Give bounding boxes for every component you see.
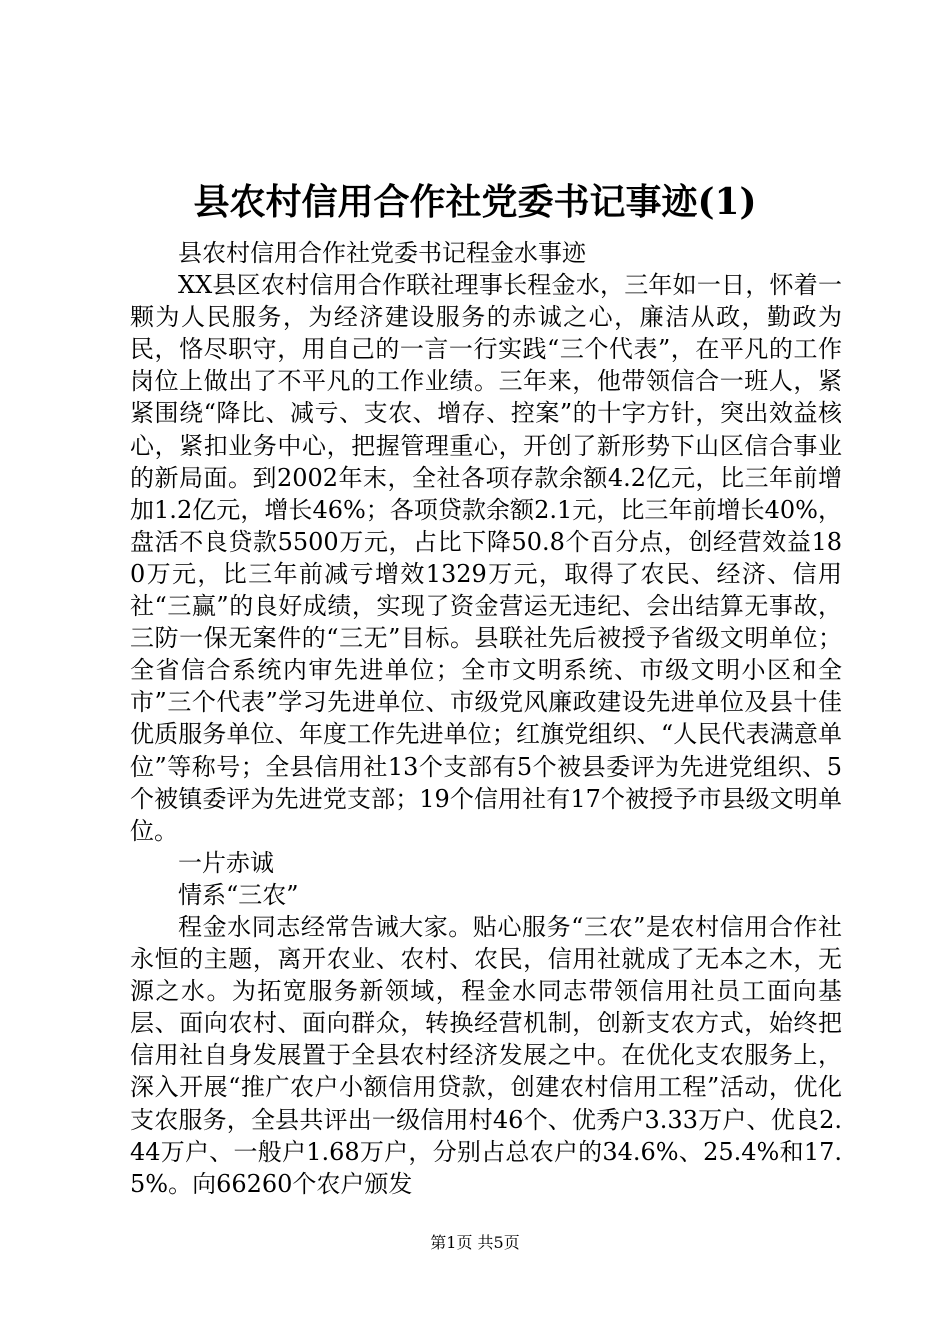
subtitle-paragraph: 县农村信用合作社党委书记程金水事迹 — [178, 239, 586, 267]
body-paragraph: 程金水同志经常告诫大家。贴心服务“三农”是农村信用合作社永恒的主题，离开农业、农村、农民，信用社就成了无本之木，无源之水。为拓宽服务新领域，程金水同志带领信用社员工面向基层、面向农村、面向群众，转换经营机制，创新支农方式，始终把信用社自身发展置于全县农村经济发展之中。在优化支农服务上，深入开展“推广农户小额信用贷款，创建农村信用工程”活动，优化支农服务，全县共评出一级信用村46个、优秀户3.33万户、优良2.44万户、一般户1.68万户，分别占总农户的34.6%、25.4%和17.5%。向66260个农户颁发 — [130, 912, 842, 1198]
section-heading: 一片赤诚 — [178, 848, 274, 877]
document-body — [130, 237, 842, 1200]
body-paragraph: XX县区农村信用合作联社理事长程金水，三年如一日，怀着一颗为人民服务，为经济建设服务的赤诚之心，廉洁从政，勤政为民，恪尽职守，用自己的一言一行实践“三个代表”，在平凡的工作岗位上做出了不平凡的工作业绩。三年来，他带领信合一班人，紧紧围绕“降比、减亏、支农、增存、控案”的十字方针，突出效益核心，紧扣业务中心，把握管理重心，开创了新形势下山区信合事业的新局面。到2002年末，全社各项存款余额4.2亿元，比三年前增加1.2亿元，增长46%；各项贷款余额2.1元，比三年前增长40%，盘活不良贷款5500万元，占比下降50.8个百分点，创经营效益180万元，比三年前减亏增效1329万元，取得了农民、经济、信用社“三赢”的良好成绩，实现了资金营运无违纪、会出结算无事故，三防一保无案件的“三无”目标。县联社先后被授予省级文明单位；全省信合系统内审先进单位；全市文明系统、市级文明小区和全市”三个代表”学习先进单位、市级党风廉政建设先进单位及县十佳优质服务单位、年度工作先进单位；红旗党组织、“人民代表满意单位”等称号；全县信用社13个支部有5个被县委评为先进党组织、5个被镇委评为先进党支部；19个信用社有17个被授予市县级文明单位。 — [130, 271, 842, 845]
section-heading: 情系“三农” — [178, 880, 299, 909]
document-title: 县农村信用合作社党委书记事迹(1) — [193, 181, 757, 223]
page-footer: 第1页 共5页 — [430, 1233, 520, 1252]
